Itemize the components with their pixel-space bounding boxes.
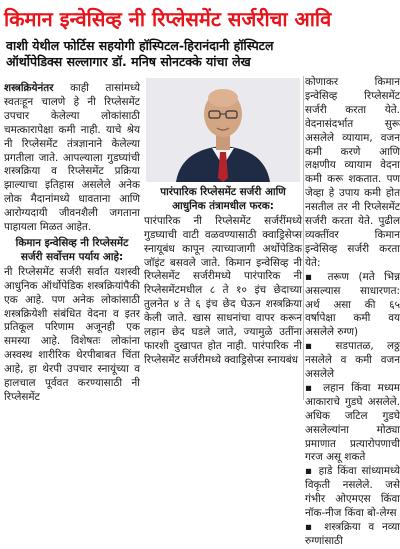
- right-bullet-4-text: हाडे किंवा सांध्यामध्ये विकृती नसलेले. जसे गंभीर ओएमएस किंवा नॉक-नीज किंवा बो-लेग्स: [305, 465, 400, 520]
- right-bullet-4: ▪ हाडे किंवा सांध्यामध्ये विकृती नसलेले. जसे गंभीर ओएमएस किंवा नॉक-नीज किंवा बो-लेग्स: [305, 465, 400, 520]
- doctor-portrait-illustration: [146, 78, 300, 182]
- subheading-line-2: ऑर्थोपेडिक्स सल्लागार डॉ. मनिष सोनटक्के यांचा लेख: [6, 54, 251, 69]
- right-paragraph-1: कोणाकर किमान इन्वेसिव्ह रिप्लेसमेंट सर्जरी करता येते. वेदनासंदर्भात सुरू असलेले व्यायाम, वजन कमी करणे आणि लक्षणीय व्यायाम वेदना कमी करू शकतात. पण जेव्हा हे उपाय कमी होत नसतील तर नी रिप्लेसमेंट सर्जरी करता येते. पुढील व्यक्तींवर किमान इन्वेसिव्ह सर्जरी करता येते:: [305, 76, 400, 269]
- middle-column: [144, 184, 302, 400]
- doctor-photo: [146, 78, 300, 182]
- subheading-line-1: वाशी येथील फोर्टिस सहयोगी हॉस्पिटल-हिरानंदानी हॉस्पिटल: [6, 38, 274, 53]
- right-column: [305, 76, 400, 547]
- right-bullet-2-text: सडपातळ, लठ्ठ नसलेले व कमी वजन असलेले: [305, 340, 400, 381]
- right-bullet-3: ▪ लहान किंवा मध्यम आकाराचे गुडघे असलेले. अधिक जटिल गुडघे असलेल्यांना मोठ्या प्रमाणात प्रत्यारोपणाची गरज असू शकते: [305, 381, 400, 464]
- article-headline: किमान इन्वेसिव्ह नी रिप्लेसमेंट सर्जरीचा आवि: [4, 7, 332, 31]
- right-bullet-1: ▪ तरूण (मते भिन्न असल्यास साधारणत: अर्थ असा की ६५ वर्षापेक्षा कमी वय असलेले रुग्ण): [305, 270, 400, 339]
- right-bullet-2: ▪ सडपातळ, लठ्ठ नसलेले व कमी वजन असलेले: [305, 340, 400, 381]
- right-bullet-5: ▪ शस्त्रक्रिया व नव्या रुग्णांसाठी: [305, 521, 400, 547]
- middle-paragraph: पारंपारिक नी रिप्लेसमेंट सर्जरींमध्ये गुडघ्याची वाटी वळवण्यासाठी क्वाड्रिसेप्स स्नायूबंध कापून त्याच्याजागी अर्थोपेडिक जॉइंट बसवले जाते. किमान इन्वेसिव्ह नी रिप्लेसमेंट सर्जरीमध्ये पारंपारिक नी रिप्लेसमेंटमधील ८ ते १० इंच छेदाच्या तुलनेत ४ ते ६ इंच छेद घेऊन शस्त्रक्रिया केली जाते. खास साधनांचा वापर करून लहान छेद घडले जाते, ज्यामुळे उतींना फारशी दुखापत होत नाही. पारंपारिक नी रिप्लेसमेंट सर्जरीमध्ये क्वाड्रिसेप्स स्नायबंध: [144, 214, 302, 366]
- left-section-title: किमान इन्वेसिव्ह नी रिप्लेसमेंट सर्जरी सर्वोत्तम पर्याय आहे:: [15, 236, 129, 263]
- middle-section-title: पारंपारिक रिप्लेसमेंट सर्जरी आणि आधुनिक तंत्रामधील फरक:: [160, 186, 286, 212]
- left-column: [4, 82, 140, 403]
- right-bullet-5-text: शस्त्रक्रिया व नव्या रुग्णांसाठी: [305, 521, 400, 547]
- left-paragraph-1-text: काही तासांमध्ये स्वतःहून चालणे हे नी रिप्लेसमेंट उपचार केलेल्या लोकांसाठी चमत्कारापेक्षा कमी नाही. याचे श्रेय नी रिप्लेसमेंट तंत्रज्ञानाने केलेल्या प्रगतीला जाते. आपल्याला गुडघ्यांची शस्त्रक्रिया व रिप्लेसमेंट प्रक्रिया झाल्याचा इतिहास असलेले अनेक लोक मैदानांमध्ये धावताना आणि आरोग्यदायी जीवनशैली जगताना पाहायला मिळत आहेत.: [4, 82, 140, 234]
- column-divider: [303, 76, 304, 400]
- right-bullet-1-text: तरूण (मते भिन्न असल्यास साधारणत: अर्थ असा की ६५ वर्षापेक्षा कमी वय असलेले रुग्ण): [305, 270, 400, 339]
- dateline: शस्त्रक्रियेनंतर: [4, 82, 54, 94]
- right-bullet-3-text: लहान किंवा मध्यम आकाराचे गुडघे असलेले. अधिक जटिल गुडघे असलेल्यांना मोठ्या प्रमाणात प्रत्यारोपणाची गरज असू शकते: [305, 381, 400, 464]
- left-paragraph-2: नी रिप्लेसमेंट सर्जरी सर्वात यशस्वी आधुनिक ऑर्थोपेडिक शस्त्रक्रियांपैकी एक आहे. पण अनेक लोकांसाठी शस्त्रक्रियेशी संबंधित वेदना व इतर प्रतिकूल परिणाम अजूनही एक समस्या आहे. विशेषतः लोकांना अस्वस्थ शारीरिक थेरपीबाबत चिंता आहे, हा थेरपी उपचार स्नायूंच्या व हालचाल पूर्ववत करण्यासाठी नी रिप्लेसमेंट: [4, 265, 140, 403]
- article-subheading: [6, 38, 400, 70]
- left-paragraph-1: [4, 82, 140, 235]
